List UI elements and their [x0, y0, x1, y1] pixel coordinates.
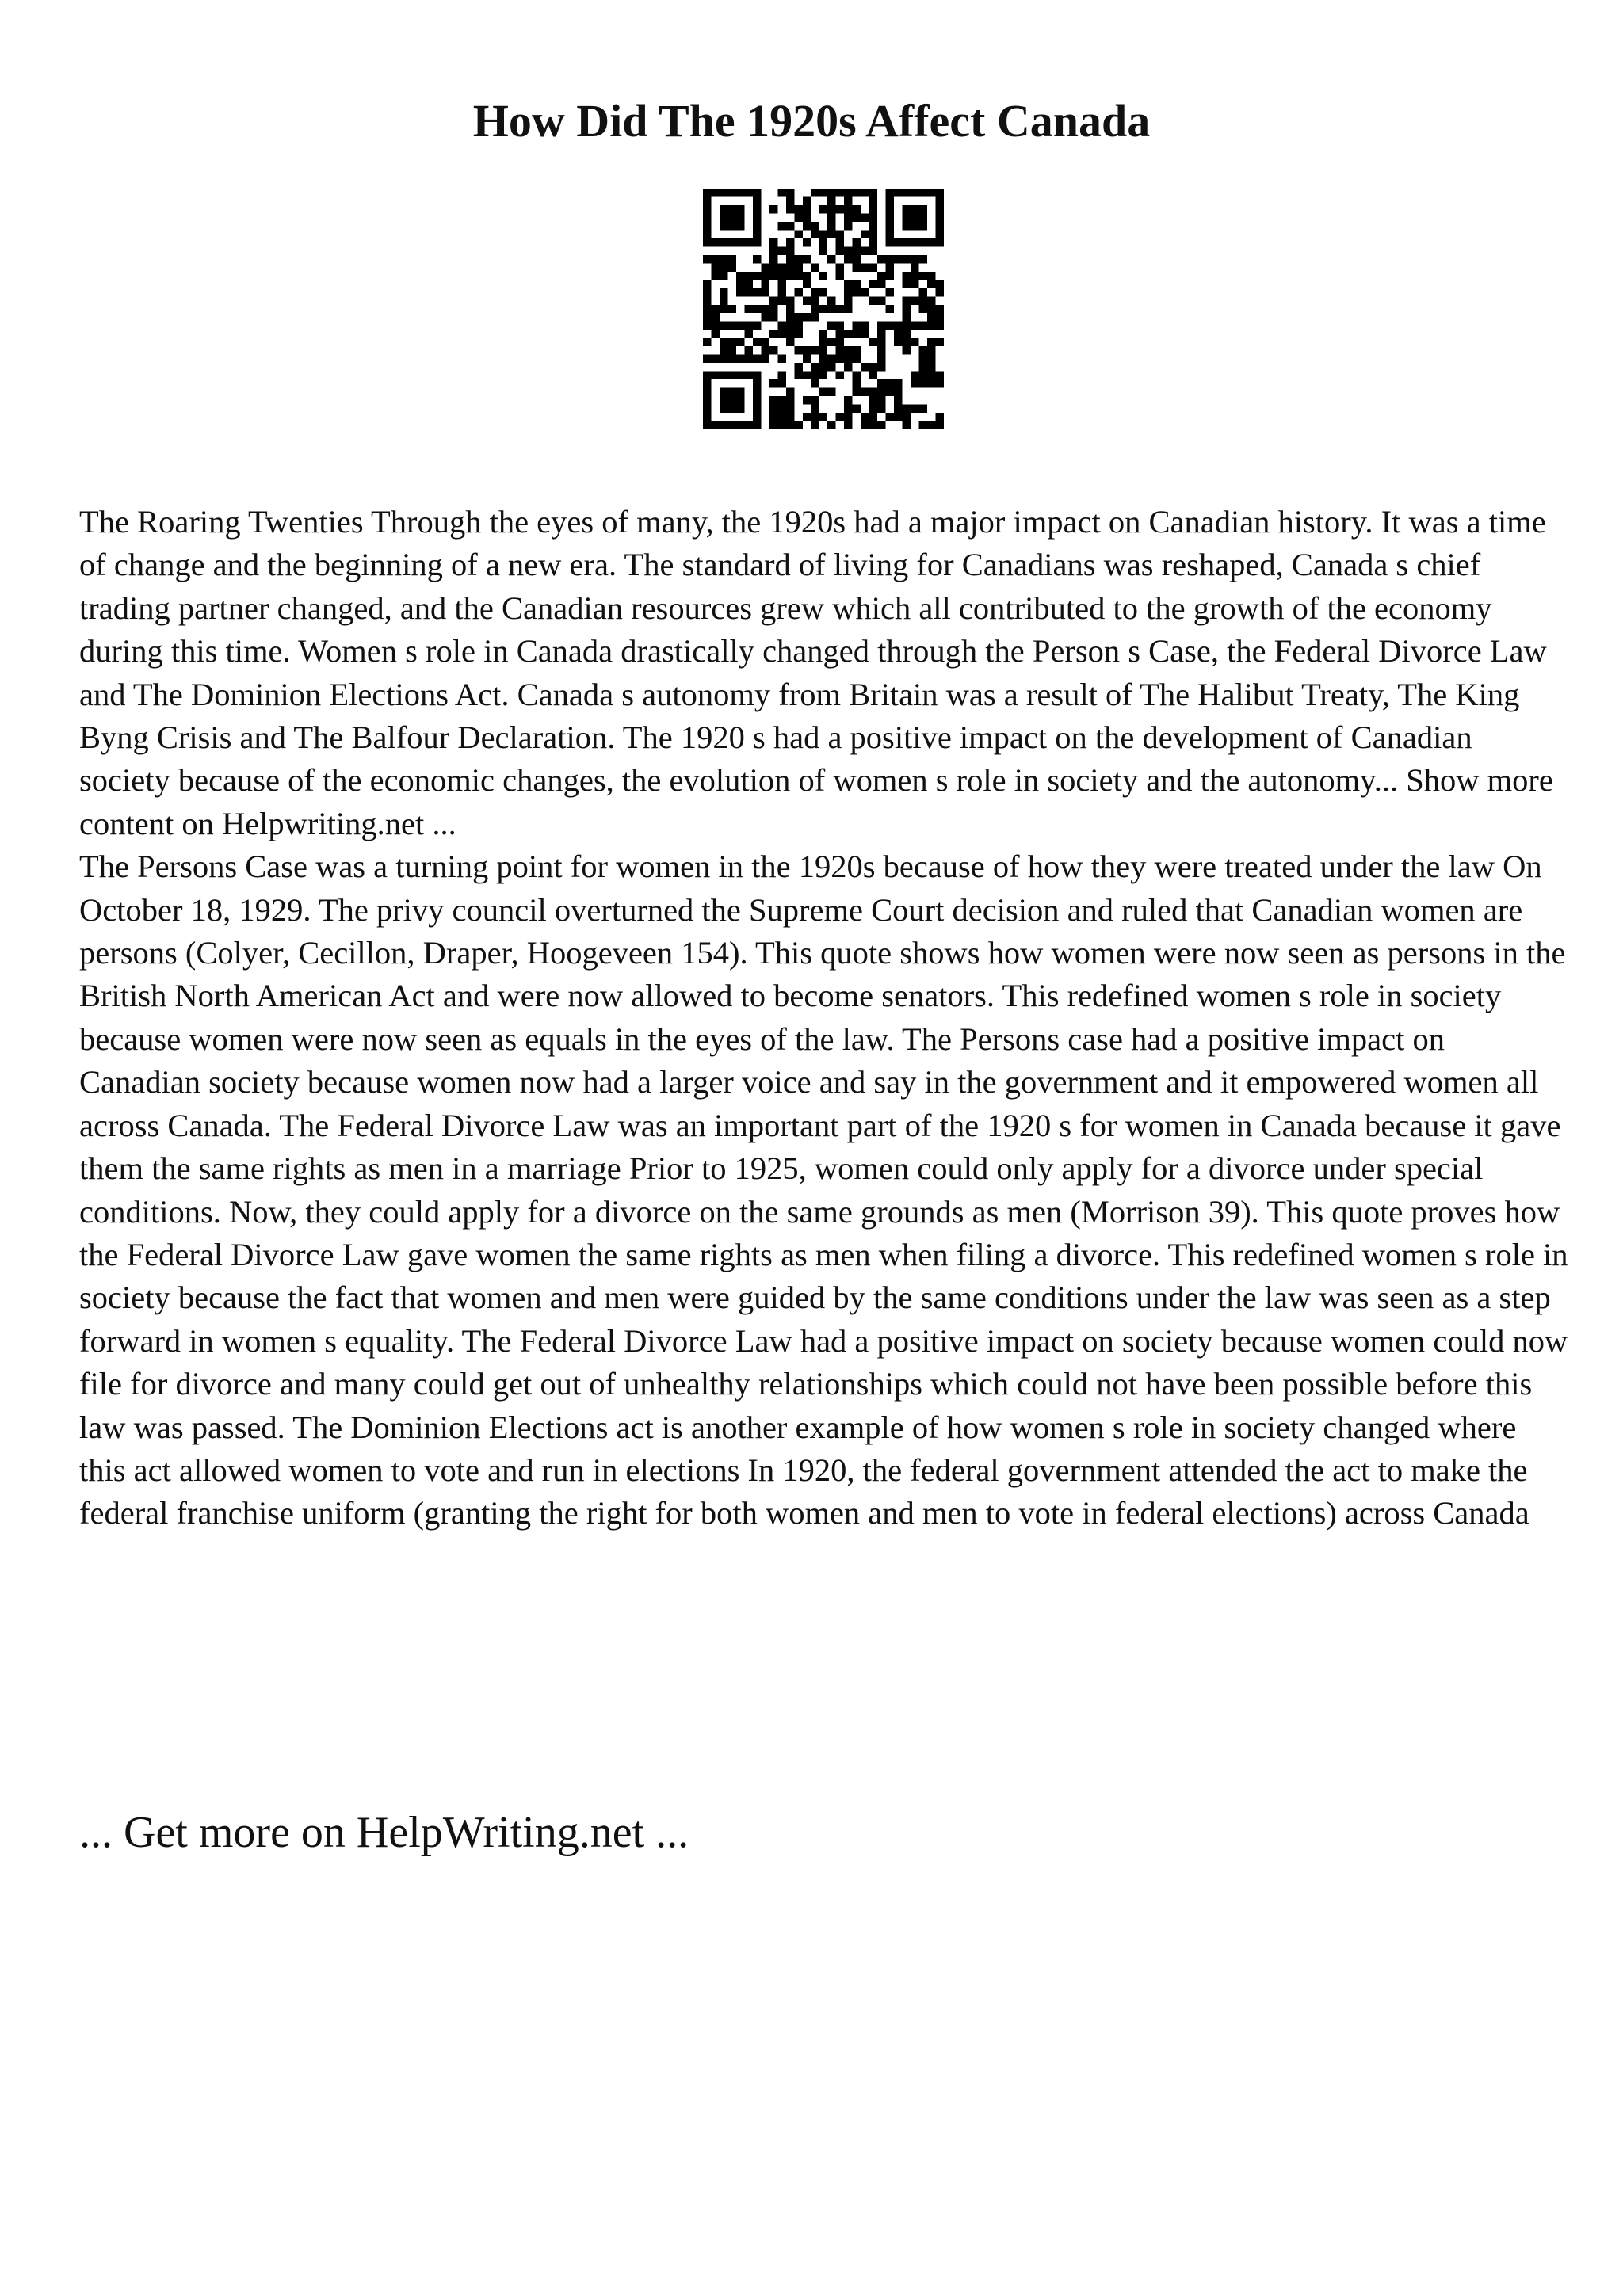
document-title: How Did The 1920s Affect Canada: [472, 95, 1151, 147]
paragraph-intro: The Roaring Twenties Through the eyes of many, the 1920s had a major impact on Canadian history. It was a time of change and the beginning of a new era. The standard of living for Canadians was reshaped, Canada s chief trading partner changed, and the Canadian resources grew which all contributed to the growth of the economy during this time. Women s role in Canada drastically changed through the Person s Case, the Federal Divorce Law and The Dominion Elections Act. Canada s autonomy from Britain was a result of The Halibut Treaty, The King Byng Crisis and The Balfour Declaration. The 1920 s had a positive impact on the development of Canadian society because of the economic changes, the evolution of women s role in society and the autonomy... Show more content on Helpwriting.net ...: [79, 504, 1553, 841]
qr-code-graphic: [703, 189, 944, 429]
get-more-link[interactable]: ... Get more on HelpWriting.net ...: [79, 1808, 689, 1857]
paragraph-persons-case: The Persons Case was a turning point for women in the 1920s because of how they were treated under the law On October 18, 1929. The privy council overturned the Supreme Court decision and ruled that Canadian women are persons (Colyer, Cecillon, Draper, Hoogeveen 154). This quote shows how women were now seen as persons in the British North American Act and were now allowed to become senators. This redefined women s role in society because women were now seen as equals in the eyes of the law. The Persons case had a positive impact on Canadian society because women now had a larger voice and say in the government and it empowered women all across Canada. The Federal Divorce Law was an important part of the 1920 s for women in Canada because it gave them the same rights as men in a marriage Prior to 1925, women could only apply for a divorce under special conditions. Now, they could apply for a divorce on the same grounds as men (Morrison 39). This quote proves how the Federal Divorce Law gave women the same rights as men when filing a divorce. This redefined women s role in society because the fact that women and men were guided by the same conditions under the law was seen as a step forward in women s equality. The Federal Divorce Law had a positive impact on society because women could now file for divorce and many could get out of unhealthy relationships which could not have been possible before this law was passed. The Dominion Elections act is another example of how women s role in society changed where this act allowed women to vote and run in elections In 1920, the federal government attended the act to make the federal franchise uniform (granting the right for both women and men to vote in federal elections) across Canada: [79, 849, 1568, 1531]
article-body: [79, 501, 1569, 1535]
qr-code-icon[interactable]: [703, 189, 944, 429]
